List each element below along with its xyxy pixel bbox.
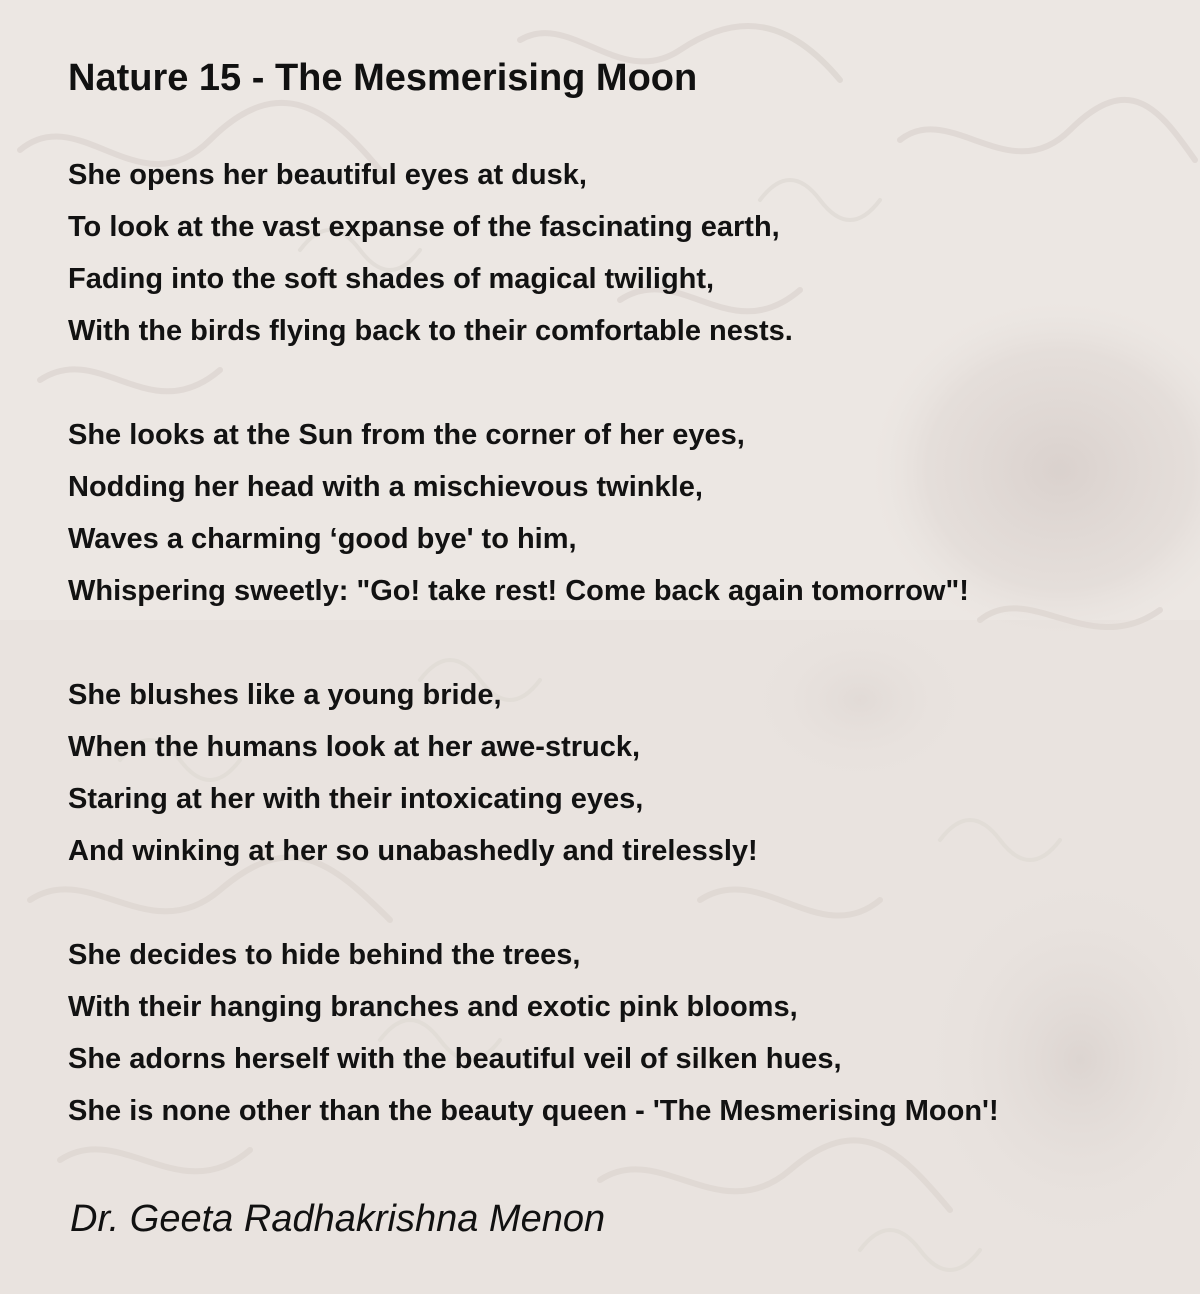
stanza-3 xyxy=(68,669,758,877)
poem-line: She decides to hide behind the trees, xyxy=(68,939,581,971)
poem-line: With their hanging branches and exotic pink blooms, xyxy=(68,991,798,1023)
poem-line: She opens her beautiful eyes at dusk, xyxy=(68,159,587,191)
poem-line: Waves a charming ‘good bye' to him, xyxy=(68,523,577,555)
poem-line: Nodding her head with a mischievous twinkle, xyxy=(68,471,703,503)
poem-author: Dr. Geeta Radhakrishna Menon xyxy=(70,1198,606,1240)
poem-line: She is none other than the beauty queen - 'The Mesmerising Moon'! xyxy=(68,1095,999,1127)
poem-line: Fading into the soft shades of magical twilight, xyxy=(68,263,715,295)
poem-line: Staring at her with their intoxicating eyes, xyxy=(68,783,644,815)
poem-line: With the birds flying back to their comfortable nests. xyxy=(68,315,793,347)
poem-line: She adorns herself with the beautiful veil of silken hues, xyxy=(68,1043,842,1075)
poem-line: She blushes like a young bride, xyxy=(68,679,502,711)
poem-line: When the humans look at her awe-struck, xyxy=(68,731,641,763)
poem-line: And winking at her so unabashedly and tirelessly! xyxy=(68,835,758,867)
stanza-2 xyxy=(68,409,969,617)
stanza-1 xyxy=(68,149,793,357)
poem-title: Nature 15 - The Mesmerising Moon xyxy=(68,57,698,99)
poem-line: Whispering sweetly: "Go! take rest! Come back again tomorrow"! xyxy=(68,575,969,607)
poem-line: To look at the vast expanse of the fascinating earth, xyxy=(68,211,780,243)
poem-line: She looks at the Sun from the corner of her eyes, xyxy=(68,419,745,451)
stanza-4 xyxy=(68,929,999,1137)
